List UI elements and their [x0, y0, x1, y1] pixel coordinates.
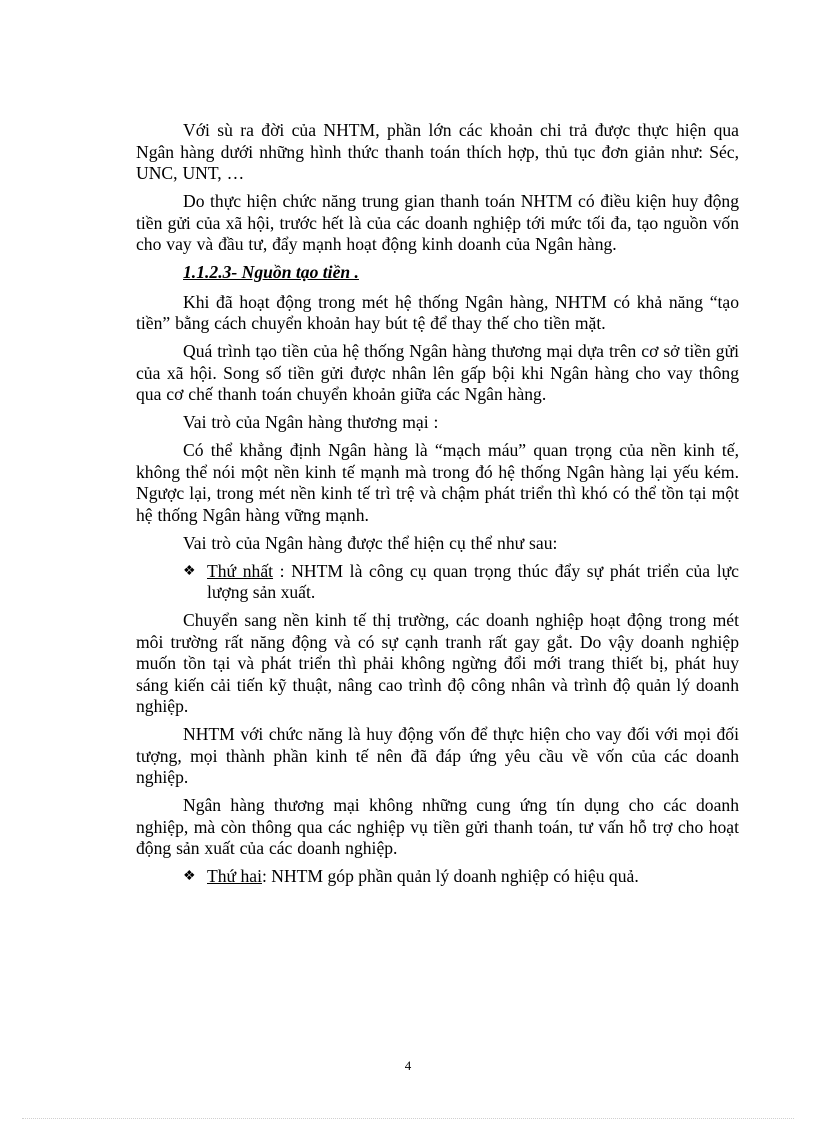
bullet-item-1	[136, 561, 739, 604]
paragraph-3: Khi đã hoạt động trong mét hệ thống Ngân hàng, NHTM có khả năng “tạo tiền” bằng cách chuyển khoản hay bút tệ để thay thế cho tiền mặt.	[136, 291, 739, 333]
diamond-bullet-icon: ❖	[183, 869, 196, 884]
document-body	[136, 120, 739, 894]
paragraph-10: Ngân hàng thương mại không những cung ứng tín dụng cho các doanh nghiệp, mà còn thông qua các nghiệp vụ tiền gửi thanh toán, tư vấn hỗ trợ cho hoạt động sản xuất của các doanh nghiệp.	[136, 795, 739, 858]
paragraph-7: Vai trò của Ngân hàng được thể hiện cụ thể như sau:	[183, 532, 558, 553]
paragraph-6: Có thể khẳng định Ngân hàng là “mạch máu” quan trọng của nền kinh tế, không thể nói một nền kinh tế mạnh mà trong đó hệ thống Ngân hàng lại yếu kém. Ngược lại, trong mét nền kinh tế trì trệ và chậm phát triển thì khó có thể tồn tại một hệ thống Ngân hàng vững mạnh.	[136, 440, 739, 525]
paragraph-5: Vai trò của Ngân hàng thương mại :	[183, 412, 439, 432]
paragraph-4: Quá trình tạo tiền của hệ thống Ngân hàng thương mại dựa trên cơ sở tiền gửi của xã hội. Song số tiền gửi được nhân lên gấp bội khi Ngân hàng cho vay thông qua cơ chế thanh toán chuyển khoản giữa các Ngân hàng.	[136, 341, 739, 404]
bullet-1-text: : NHTM là công cụ quan trọng thúc đẩy sự phát triển của lực lượng sản xuất.	[207, 560, 739, 602]
page-number: 4	[404, 1058, 412, 1073]
paragraph-8: Chuyển sang nền kinh tế thị trường, các doanh nghiệp hoạt động trong mét môi trường rất năng động và có sự cạnh tranh rất gay gắt. Do vậy doanh nghiệp muốn tồn tại và phát triển thì phải không ngừng đổi mới trang thiết bị, phát huy sáng kiến cải tiến kỹ thuật, nâng cao trình độ công nhân và trình độ quản lý doanh nghiệp.	[136, 610, 739, 716]
bullet-2-label: Thứ hai	[207, 866, 262, 886]
bullet-item-2	[136, 866, 739, 888]
section-heading: 1.1.2.3- Nguồn tạo tiền .	[183, 262, 359, 282]
paragraph-9: NHTM với chức năng là huy động vốn để thực hiện cho vay đối với mọi đối tượng, mọi thành phần kinh tế nên đã đáp ứng yêu cầu về vốn của các doanh nghiệp.	[136, 724, 739, 787]
paragraph-1: Với sù ra đời của NHTM, phần lớn các khoản chi trả được thực hiện qua Ngân hàng dưới những hình thức thanh toán thích hợp, thủ tục đơn giản như: Séc, UNC, UNT, …	[136, 120, 739, 183]
bullet-2-text: : NHTM góp phần quản lý doanh nghiệp có hiệu quả.	[261, 866, 639, 886]
bullet-1-label: Thứ nhất	[207, 560, 274, 581]
paragraph-2: Do thực hiện chức năng trung gian thanh toán NHTM có điều kiện huy động tiền gửi của xã hội, trước hết là của các doanh nghiệp tới mức tối đa, tạo nguồn vốn cho vay và đầu tư, đẩy mạnh hoạt động kinh doanh của Ngân hàng.	[136, 191, 739, 254]
page-bottom-divider	[22, 1118, 794, 1119]
diamond-bullet-icon: ❖	[183, 563, 196, 579]
